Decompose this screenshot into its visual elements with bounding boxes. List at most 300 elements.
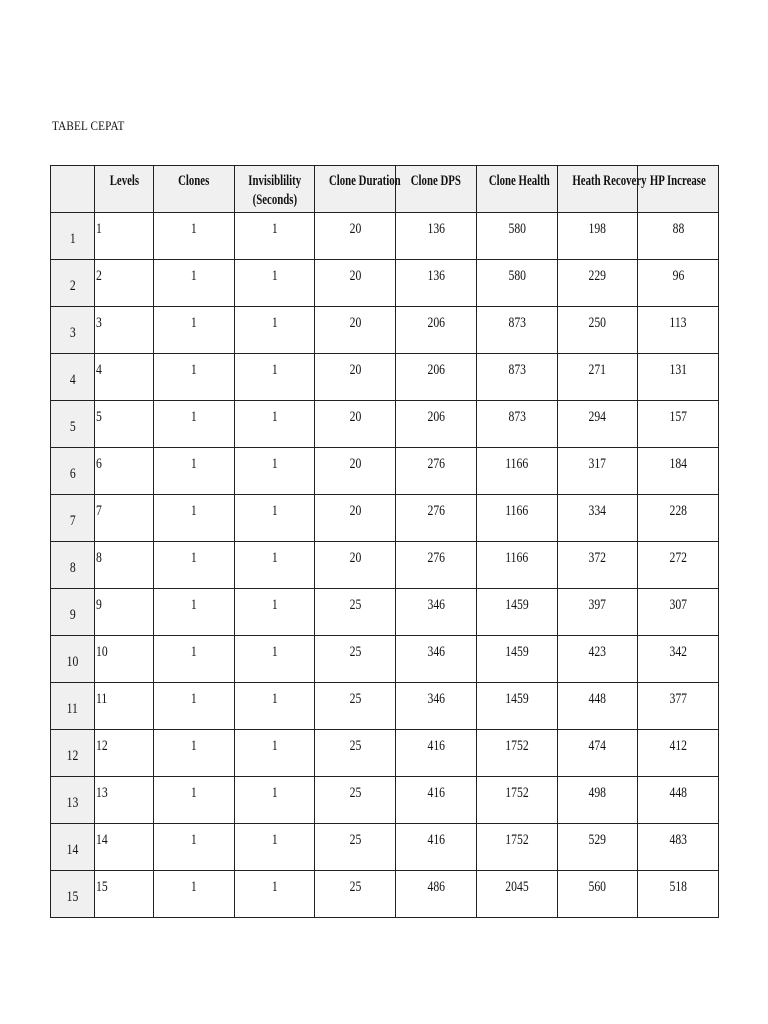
level-cell xyxy=(95,777,154,824)
clone-dps-value: 136 xyxy=(427,221,445,237)
header-clone-health xyxy=(477,166,558,213)
hp-increase-cell xyxy=(638,354,719,401)
clone-duration-cell xyxy=(315,354,396,401)
clones-cell xyxy=(154,495,235,542)
hp-increase-cell xyxy=(638,871,719,918)
clone-health-cell xyxy=(477,730,558,777)
clone-dps-cell xyxy=(396,777,477,824)
hp-increase-cell xyxy=(638,589,719,636)
hp-increase-value: 412 xyxy=(669,738,687,754)
level-value: 11 xyxy=(96,691,108,707)
clone-dps-cell xyxy=(396,354,477,401)
clone-dps-value: 346 xyxy=(427,597,445,613)
clones-value: 1 xyxy=(191,221,197,237)
invisibility-cell xyxy=(235,354,315,401)
clone-duration-cell xyxy=(315,730,396,777)
clone-health-value: 1166 xyxy=(505,456,529,472)
invisibility-value: 1 xyxy=(271,268,278,284)
header-corner xyxy=(51,166,95,213)
table-row xyxy=(51,730,719,777)
invisibility-cell xyxy=(235,542,315,589)
invisibility-value: 1 xyxy=(271,691,278,707)
level-cell xyxy=(95,730,154,777)
clone-health-value: 1166 xyxy=(505,503,529,519)
clone-health-value: 1459 xyxy=(505,644,529,660)
clone-duration-cell xyxy=(315,401,396,448)
row-index-cell xyxy=(51,636,95,683)
clones-cell xyxy=(154,307,235,354)
clone-health-cell xyxy=(477,213,558,260)
table-row xyxy=(51,871,719,918)
hp-increase-cell xyxy=(638,448,719,495)
heath-recovery-cell xyxy=(558,401,638,448)
row-index-cell xyxy=(51,542,95,589)
clones-value: 1 xyxy=(191,879,197,895)
invisibility-cell xyxy=(235,495,315,542)
clone-dps-cell xyxy=(396,683,477,730)
invisibility-value: 1 xyxy=(271,879,278,895)
row-index-value: 12 xyxy=(66,748,79,764)
level-cell xyxy=(95,589,154,636)
invisibility-value: 1 xyxy=(271,550,278,566)
invisibility-value: 1 xyxy=(271,456,278,472)
heath-recovery-value: 423 xyxy=(588,644,607,660)
heath-recovery-cell xyxy=(558,495,638,542)
invisibility-value: 1 xyxy=(271,785,278,801)
invisibility-cell xyxy=(235,589,315,636)
data-table xyxy=(50,165,719,918)
clone-dps-cell xyxy=(396,401,477,448)
level-value: 14 xyxy=(96,832,108,848)
table-body xyxy=(51,213,719,918)
page-title: TABEL CEPAT xyxy=(52,118,125,133)
clone-health-cell xyxy=(477,260,558,307)
invisibility-value: 1 xyxy=(271,503,278,519)
row-index-cell xyxy=(51,354,95,401)
clones-value: 1 xyxy=(191,597,197,613)
invisibility-value: 1 xyxy=(271,832,278,848)
clones-value: 1 xyxy=(191,456,197,472)
row-index-value: 13 xyxy=(66,795,79,811)
clone-health-value: 1752 xyxy=(505,785,529,801)
hp-increase-cell xyxy=(638,730,719,777)
heath-recovery-cell xyxy=(558,777,638,824)
clones-cell xyxy=(154,589,235,636)
header-label: Clones xyxy=(178,173,210,189)
hp-increase-value: 88 xyxy=(672,221,684,237)
level-cell xyxy=(95,871,154,918)
clone-health-cell xyxy=(477,495,558,542)
row-index-value: 10 xyxy=(66,654,79,670)
row-index-cell xyxy=(51,730,95,777)
hp-increase-cell xyxy=(638,542,719,589)
level-cell xyxy=(95,495,154,542)
heath-recovery-value: 498 xyxy=(588,785,607,801)
clone-duration-value: 25 xyxy=(349,644,361,660)
clones-cell xyxy=(154,354,235,401)
table-row xyxy=(51,777,719,824)
clone-dps-cell xyxy=(396,307,477,354)
row-index-cell xyxy=(51,683,95,730)
invisibility-cell xyxy=(235,307,315,354)
heath-recovery-cell xyxy=(558,542,638,589)
clone-duration-value: 25 xyxy=(349,832,361,848)
clone-dps-value: 276 xyxy=(427,550,445,566)
table-row xyxy=(51,307,719,354)
level-value: 10 xyxy=(96,644,108,660)
clones-value: 1 xyxy=(191,268,197,284)
header-hp-increase xyxy=(638,166,719,213)
clone-duration-cell xyxy=(315,307,396,354)
heath-recovery-value: 198 xyxy=(588,221,607,237)
level-value: 5 xyxy=(96,409,102,425)
level-value: 8 xyxy=(96,550,102,566)
level-value: 6 xyxy=(96,456,102,472)
clone-dps-value: 486 xyxy=(427,879,445,895)
table-row xyxy=(51,448,719,495)
heath-recovery-value: 294 xyxy=(588,409,607,425)
level-value: 9 xyxy=(96,597,102,613)
clone-duration-cell xyxy=(315,777,396,824)
level-cell xyxy=(95,354,154,401)
clone-dps-value: 416 xyxy=(427,738,445,754)
heath-recovery-cell xyxy=(558,260,638,307)
hp-increase-cell xyxy=(638,307,719,354)
clones-cell xyxy=(154,824,235,871)
clone-health-value: 580 xyxy=(508,221,526,237)
clone-duration-value: 20 xyxy=(349,362,361,378)
clone-health-cell xyxy=(477,871,558,918)
row-index-cell xyxy=(51,824,95,871)
clone-dps-cell xyxy=(396,260,477,307)
clones-cell xyxy=(154,542,235,589)
table-header-row xyxy=(51,166,719,213)
row-index-value: 1 xyxy=(69,231,76,247)
hp-increase-value: 518 xyxy=(669,879,687,895)
row-index-cell xyxy=(51,448,95,495)
header-heath-recovery xyxy=(558,166,647,213)
clone-dps-value: 416 xyxy=(427,832,445,848)
clone-duration-value: 25 xyxy=(349,879,361,895)
clone-health-value: 580 xyxy=(508,268,526,284)
level-value: 3 xyxy=(96,315,102,331)
level-cell xyxy=(95,824,154,871)
clone-dps-value: 346 xyxy=(427,691,445,707)
invisibility-value: 1 xyxy=(271,597,278,613)
level-cell xyxy=(95,448,154,495)
invisibility-value: 1 xyxy=(271,738,278,754)
clone-dps-value: 346 xyxy=(427,644,445,660)
invisibility-value: 1 xyxy=(271,362,278,378)
clones-value: 1 xyxy=(191,362,197,378)
clone-duration-value: 20 xyxy=(349,503,361,519)
clone-dps-cell xyxy=(396,448,477,495)
clones-value: 1 xyxy=(191,644,197,660)
level-value: 4 xyxy=(96,362,102,378)
level-cell xyxy=(95,636,154,683)
clone-duration-cell xyxy=(315,495,396,542)
clones-cell xyxy=(154,871,235,918)
row-index-value: 3 xyxy=(69,325,76,341)
level-cell xyxy=(95,542,154,589)
level-value: 12 xyxy=(96,738,108,754)
clones-value: 1 xyxy=(191,315,197,331)
hp-increase-cell xyxy=(638,401,719,448)
table-row xyxy=(51,213,719,260)
heath-recovery-value: 372 xyxy=(588,550,607,566)
heath-recovery-cell xyxy=(558,354,638,401)
header-label: (Seconds) xyxy=(252,192,297,208)
clone-health-value: 1459 xyxy=(505,597,529,613)
clone-duration-cell xyxy=(315,824,396,871)
clone-health-value: 1459 xyxy=(505,691,529,707)
table-row xyxy=(51,636,719,683)
clone-dps-cell xyxy=(396,213,477,260)
clone-duration-value: 25 xyxy=(349,597,361,613)
invisibility-cell xyxy=(235,730,315,777)
clone-duration-cell xyxy=(315,260,396,307)
hp-increase-value: 483 xyxy=(669,832,687,848)
clone-dps-cell xyxy=(396,589,477,636)
heath-recovery-value: 317 xyxy=(588,456,607,472)
invisibility-cell xyxy=(235,448,315,495)
clone-duration-value: 20 xyxy=(349,456,361,472)
clone-health-cell xyxy=(477,824,558,871)
clone-duration-value: 20 xyxy=(349,550,361,566)
header-clones xyxy=(154,166,235,213)
clones-value: 1 xyxy=(191,785,197,801)
table-row xyxy=(51,683,719,730)
clone-health-cell xyxy=(477,542,558,589)
heath-recovery-value: 474 xyxy=(588,738,607,754)
heath-recovery-cell xyxy=(558,448,638,495)
level-value: 1 xyxy=(96,221,102,237)
table-row xyxy=(51,354,719,401)
header-invisibility xyxy=(235,166,315,213)
table-row xyxy=(51,824,719,871)
clones-value: 1 xyxy=(191,550,197,566)
heath-recovery-value: 250 xyxy=(588,315,607,331)
row-index-value: 9 xyxy=(69,607,76,623)
heath-recovery-value: 397 xyxy=(588,597,607,613)
table-row xyxy=(51,542,719,589)
clones-cell xyxy=(154,730,235,777)
clone-health-value: 873 xyxy=(508,362,526,378)
clone-dps-value: 416 xyxy=(427,785,445,801)
hp-increase-value: 113 xyxy=(669,315,687,331)
clone-health-cell xyxy=(477,448,558,495)
hp-increase-cell xyxy=(638,683,719,730)
table-row xyxy=(51,589,719,636)
invisibility-value: 1 xyxy=(271,644,278,660)
clone-health-cell xyxy=(477,354,558,401)
clone-dps-cell xyxy=(396,824,477,871)
clones-value: 1 xyxy=(191,738,197,754)
hp-increase-value: 272 xyxy=(669,550,687,566)
clones-value: 1 xyxy=(191,832,197,848)
header-levels xyxy=(95,166,154,213)
clones-value: 1 xyxy=(191,409,197,425)
row-index-value: 6 xyxy=(69,466,76,482)
clone-health-cell xyxy=(477,307,558,354)
hp-increase-value: 377 xyxy=(669,691,687,707)
clone-duration-value: 25 xyxy=(349,785,361,801)
level-cell xyxy=(95,213,154,260)
header-label: Invisiblility xyxy=(248,173,301,189)
hp-increase-cell xyxy=(638,260,719,307)
clone-duration-value: 25 xyxy=(349,738,361,754)
heath-recovery-cell xyxy=(558,589,638,636)
clones-cell xyxy=(154,448,235,495)
header-label: Levels xyxy=(109,173,139,189)
heath-recovery-cell xyxy=(558,307,638,354)
clones-cell xyxy=(154,777,235,824)
clone-dps-cell xyxy=(396,871,477,918)
table-row xyxy=(51,495,719,542)
row-index-value: 8 xyxy=(69,560,76,576)
clone-dps-value: 206 xyxy=(427,315,445,331)
header-label: Heath Recovery xyxy=(572,173,647,189)
heath-recovery-value: 448 xyxy=(588,691,607,707)
invisibility-cell xyxy=(235,213,315,260)
row-index-value: 14 xyxy=(66,842,79,858)
clone-duration-cell xyxy=(315,871,396,918)
invisibility-cell xyxy=(235,824,315,871)
clone-duration-cell xyxy=(315,213,396,260)
clone-dps-cell xyxy=(396,730,477,777)
clone-duration-cell xyxy=(315,636,396,683)
row-index-value: 2 xyxy=(69,278,76,294)
row-index-cell xyxy=(51,495,95,542)
clone-dps-value: 136 xyxy=(427,268,445,284)
hp-increase-value: 448 xyxy=(669,785,687,801)
level-value: 2 xyxy=(96,268,102,284)
hp-increase-value: 184 xyxy=(669,456,687,472)
clones-value: 1 xyxy=(191,691,197,707)
clones-cell xyxy=(154,260,235,307)
header-label: HP Increase xyxy=(650,173,706,189)
invisibility-cell xyxy=(235,777,315,824)
invisibility-cell xyxy=(235,683,315,730)
clones-cell xyxy=(154,401,235,448)
clone-health-value: 873 xyxy=(508,315,526,331)
hp-increase-cell xyxy=(638,824,719,871)
clone-dps-value: 206 xyxy=(427,362,445,378)
table-row xyxy=(51,401,719,448)
header-label: Clone DPS xyxy=(410,173,462,189)
clone-duration-value: 25 xyxy=(349,691,361,707)
hp-increase-cell xyxy=(638,777,719,824)
clone-health-value: 1166 xyxy=(505,550,529,566)
heath-recovery-cell xyxy=(558,683,638,730)
row-index-cell xyxy=(51,213,95,260)
clones-cell xyxy=(154,213,235,260)
heath-recovery-cell xyxy=(558,871,638,918)
heath-recovery-cell xyxy=(558,213,638,260)
hp-increase-value: 228 xyxy=(669,503,687,519)
level-cell xyxy=(95,683,154,730)
hp-increase-cell xyxy=(638,636,719,683)
level-value: 15 xyxy=(96,879,108,895)
clone-health-value: 1752 xyxy=(505,738,529,754)
heath-recovery-cell xyxy=(558,824,638,871)
hp-increase-cell xyxy=(638,495,719,542)
row-index-cell xyxy=(51,260,95,307)
hp-increase-value: 157 xyxy=(669,409,687,425)
heath-recovery-value: 334 xyxy=(588,503,607,519)
clones-cell xyxy=(154,636,235,683)
level-cell xyxy=(95,260,154,307)
clone-duration-value: 20 xyxy=(349,268,361,284)
clone-health-cell xyxy=(477,589,558,636)
invisibility-cell xyxy=(235,401,315,448)
clone-health-value: 2045 xyxy=(505,879,529,895)
clone-dps-value: 276 xyxy=(427,503,445,519)
level-cell xyxy=(95,401,154,448)
clone-dps-value: 206 xyxy=(427,409,445,425)
clone-duration-value: 20 xyxy=(349,221,361,237)
clone-health-cell xyxy=(477,636,558,683)
row-index-cell xyxy=(51,401,95,448)
heath-recovery-value: 229 xyxy=(588,268,607,284)
clone-health-cell xyxy=(477,683,558,730)
clone-health-cell xyxy=(477,401,558,448)
clone-health-value: 1752 xyxy=(505,832,529,848)
header-label: Clone Duration xyxy=(328,173,401,189)
clone-dps-cell xyxy=(396,495,477,542)
heath-recovery-cell xyxy=(558,730,638,777)
row-index-value: 5 xyxy=(69,419,76,435)
row-index-cell xyxy=(51,589,95,636)
row-index-cell xyxy=(51,777,95,824)
header-label: Clone Health xyxy=(488,173,550,189)
clones-cell xyxy=(154,683,235,730)
header-clone-dps xyxy=(396,166,477,213)
clone-duration-cell xyxy=(315,589,396,636)
hp-increase-value: 96 xyxy=(672,268,684,284)
heath-recovery-cell xyxy=(558,636,638,683)
clone-duration-value: 20 xyxy=(349,409,361,425)
level-value: 7 xyxy=(96,503,102,519)
hp-increase-value: 131 xyxy=(669,362,687,378)
row-index-cell xyxy=(51,307,95,354)
hp-increase-value: 307 xyxy=(669,597,687,613)
invisibility-cell xyxy=(235,260,315,307)
level-cell xyxy=(95,307,154,354)
heath-recovery-value: 560 xyxy=(588,879,607,895)
invisibility-value: 1 xyxy=(271,409,278,425)
row-index-value: 7 xyxy=(69,513,76,529)
clones-value: 1 xyxy=(191,503,197,519)
row-index-value: 11 xyxy=(66,701,79,717)
clone-duration-cell xyxy=(315,683,396,730)
invisibility-value: 1 xyxy=(271,315,278,331)
level-value: 13 xyxy=(96,785,108,801)
heath-recovery-value: 271 xyxy=(588,362,607,378)
clone-dps-cell xyxy=(396,542,477,589)
clone-duration-cell xyxy=(315,542,396,589)
table-row xyxy=(51,260,719,307)
row-index-cell xyxy=(51,871,95,918)
invisibility-cell xyxy=(235,636,315,683)
row-index-value: 4 xyxy=(69,372,76,388)
clone-dps-value: 276 xyxy=(427,456,445,472)
clone-health-cell xyxy=(477,777,558,824)
clone-duration-cell xyxy=(315,448,396,495)
clone-health-value: 873 xyxy=(508,409,526,425)
header-clone-duration xyxy=(315,166,401,213)
invisibility-value: 1 xyxy=(271,221,278,237)
